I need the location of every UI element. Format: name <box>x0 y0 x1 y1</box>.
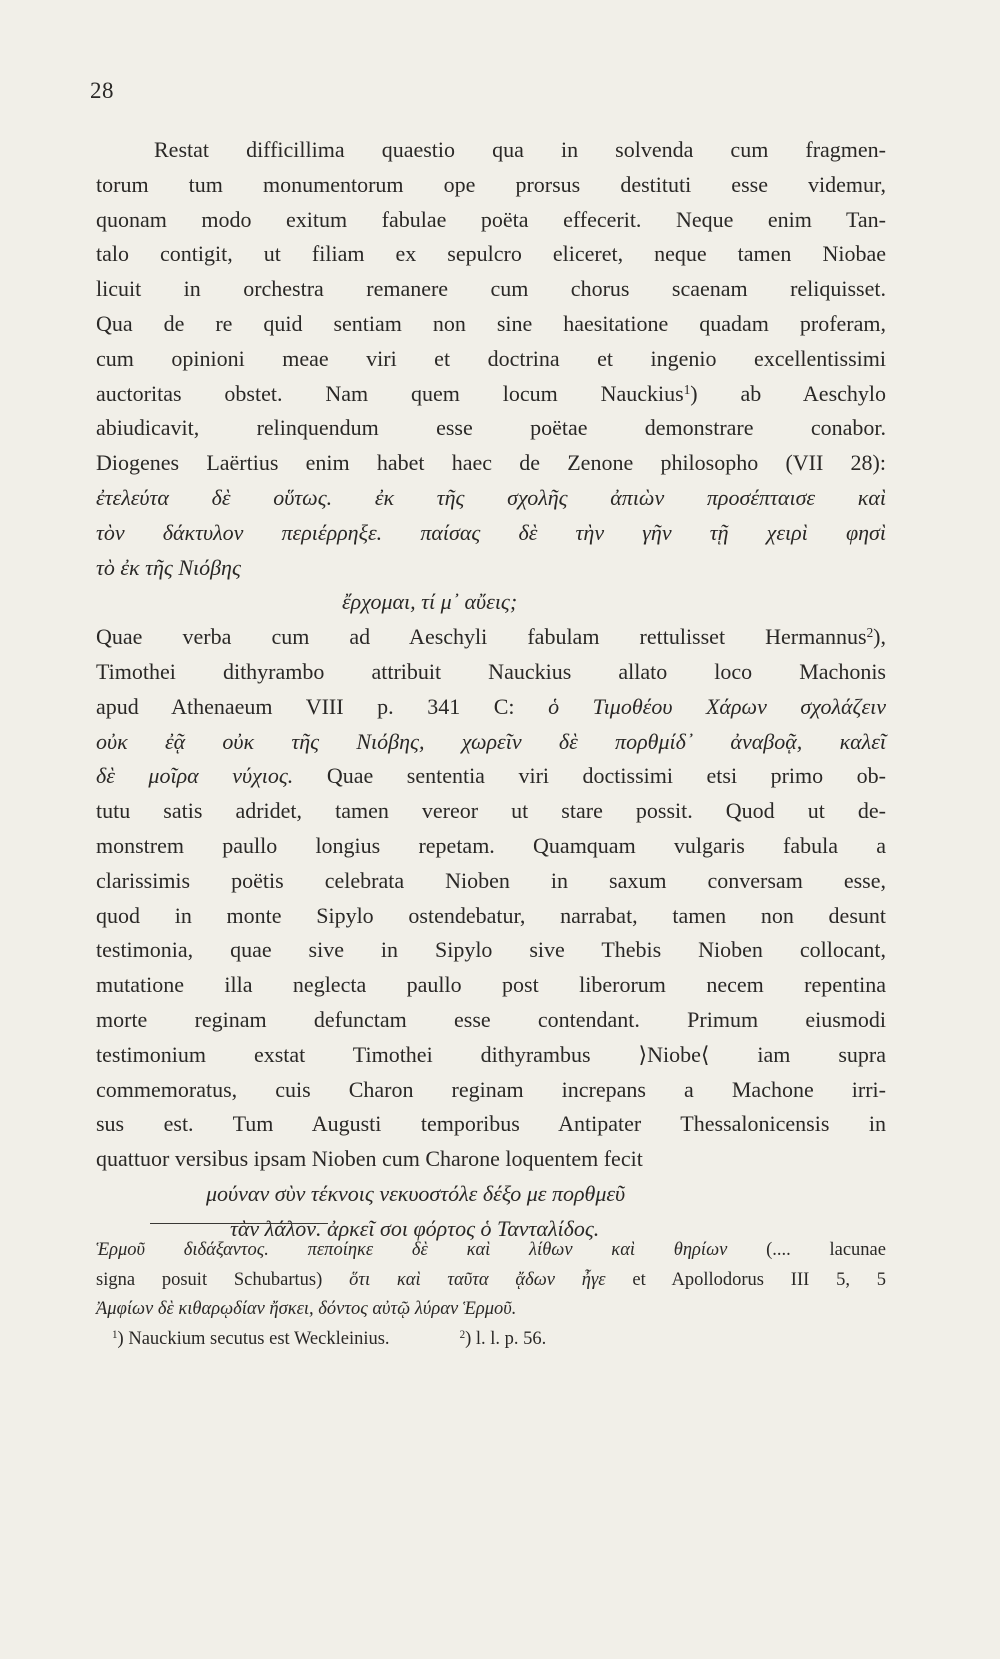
greek-segment: δὲ μοῖρα νύχιος. <box>96 763 294 789</box>
note-line <box>96 1266 886 1296</box>
text-line: testimonia, quae sive in Sipylo sive Thebis Nioben collocant, <box>96 937 886 963</box>
text-line: Diogenes Laërtius enim habet haec de Zenone philosopho (VII 28): <box>96 450 886 476</box>
text-line: monstrem paullo longius repetam. Quamquam vulgaris fabula a <box>96 832 886 858</box>
greek-line: τὸ ἐκ τῆς Νιόβης <box>96 554 241 580</box>
text-line: cum opinioni meae viri et doctrina et ingenio excellentissimi <box>96 345 886 371</box>
footnote-text: ) Nauckium secutus est Weckleinius. <box>117 1328 390 1349</box>
text-line: torum tum monumentorum ope prorsus destituti esse videmur, <box>96 171 886 197</box>
text-line: mutatione illa neglecta paullo post liberorum necem repentina <box>96 972 886 998</box>
footnote-marker: 1 <box>683 381 691 397</box>
footnote-text: ) l. l. p. 56. <box>465 1328 547 1349</box>
text-segment: et Apollodorus III 5, 5 <box>605 1269 887 1290</box>
text-line: Timothei dithyrambo attribuit Nauckius allato loco Machonis <box>96 658 886 684</box>
text-line: clarissimis poëtis celebrata Nioben in saxum conversam esse, <box>96 867 886 893</box>
text-line: tutu satis adridet, tamen vereor ut stare possit. Quod ut de- <box>96 798 886 824</box>
greek-line: τὸν δάκτυλον περιέρρηξε. παίσας δὲ τὴν γῆν τῇ χειρὶ φησὶ <box>96 519 886 545</box>
text-line: commemoratus, cuis Charon reginam increpans a Machone irri- <box>96 1076 886 1102</box>
text-line <box>96 759 886 794</box>
note-line <box>96 1236 886 1266</box>
text-line <box>96 377 886 412</box>
text-line: Qua de re quid sentiam non sine haesitatione quadam proferam, <box>96 310 886 336</box>
text-segment: Quae sententia viri doctissimi etsi primo ob- <box>293 763 886 789</box>
text-line: quattuor versibus ipsam Nioben cum Charone loquentem fecit <box>96 1146 643 1172</box>
greek-segment: Ἑρμοῦ διδάξαντος. πεποίηκε δὲ καὶ λίθων καὶ θηρίων <box>96 1240 728 1260</box>
quoted-verse: τὰν λάλον. ἀρκεῖ σοι φόρτος ὁ Τανταλίδος. <box>230 1215 600 1241</box>
footnotes <box>96 1236 886 1354</box>
text-line: quod in monte Sipylo ostendebatur, narrabat, tamen non desunt <box>96 902 886 928</box>
text-segment: signa posuit Schubartus) <box>96 1269 350 1290</box>
footnote-line <box>96 1325 886 1355</box>
text-line: Restat difficillima quaestio qua in solvenda cum fragmen- <box>154 137 886 162</box>
text-segment: auctoritas obstet. Nam quem locum Nauckius <box>96 380 684 406</box>
quoted-verse: ἔρχομαι, τί μ᾽ αὔεις; <box>342 589 518 615</box>
text-segment: ) ab Aeschylo <box>690 380 887 406</box>
note-line: Ἀμφίων δὲ κιθαρῳδίαν ἤσκει, δόντος αὐτῷ λύραν Ἑρμοῦ. <box>96 1299 517 1319</box>
text-segment: ), <box>873 624 886 650</box>
greek-line: οὐκ ἐᾷ οὐκ τῆς Νιόβης, χωρεῖν δὲ πορθμίδ᾽ ἀναβοᾷ, καλεῖ <box>96 728 886 754</box>
main-text <box>96 133 886 1247</box>
text-line: talo contigit, ut filiam ex sepulcro eliceret, neque tamen Niobae <box>96 241 886 267</box>
text-line <box>96 620 886 655</box>
text-line <box>96 690 886 725</box>
footnote-number: 1 <box>112 1328 118 1341</box>
quoted-verse: μούναν σὺν τέκνοις νεκυοστόλε δέξο με πορθμεῦ <box>206 1180 626 1206</box>
text-line: quonam modo exitum fabulae poëta effecerit. Neque enim Tan- <box>96 206 886 232</box>
text-segment: Quae verba cum ad Aeschyli fabulam rettulisset Hermannus <box>96 624 867 650</box>
greek-segment: ὁ Τιμοθέου Χάρων σχολάζειν <box>548 693 886 719</box>
footnote-divider <box>150 1223 328 1224</box>
greek-segment: ὅτι καὶ ταῦτα ᾄδων ἦγε <box>349 1269 606 1290</box>
text-segment: (.... lacunae <box>727 1240 886 1260</box>
page-number: 28 <box>90 78 114 103</box>
footnote-marker: 2 <box>866 624 874 640</box>
text-line: licuit in orchestra remanere cum chorus scaenam reliquisset. <box>96 276 886 302</box>
footnote-number: 2 <box>459 1328 466 1341</box>
greek-line: ἐτελεύτα δὲ οὕτως. ἐκ τῆς σχολῆς ἀπιὼν προσέπταισε καὶ <box>96 484 886 510</box>
text-segment: apud Athenaeum VIII p. 341 C: <box>96 693 549 719</box>
text-line: morte reginam defunctam esse contendant. Primum eiusmodi <box>96 1006 886 1032</box>
text-line: abiudicavit, relinquendum esse poëtae demonstrare conabor. <box>96 415 886 441</box>
text-line: testimonium exstat Timothei dithyrambus ⟩Niobe⟨ iam supra <box>96 1041 886 1067</box>
text-line: sus est. Tum Augusti temporibus Antipater Thessalonicensis in <box>96 1111 886 1137</box>
